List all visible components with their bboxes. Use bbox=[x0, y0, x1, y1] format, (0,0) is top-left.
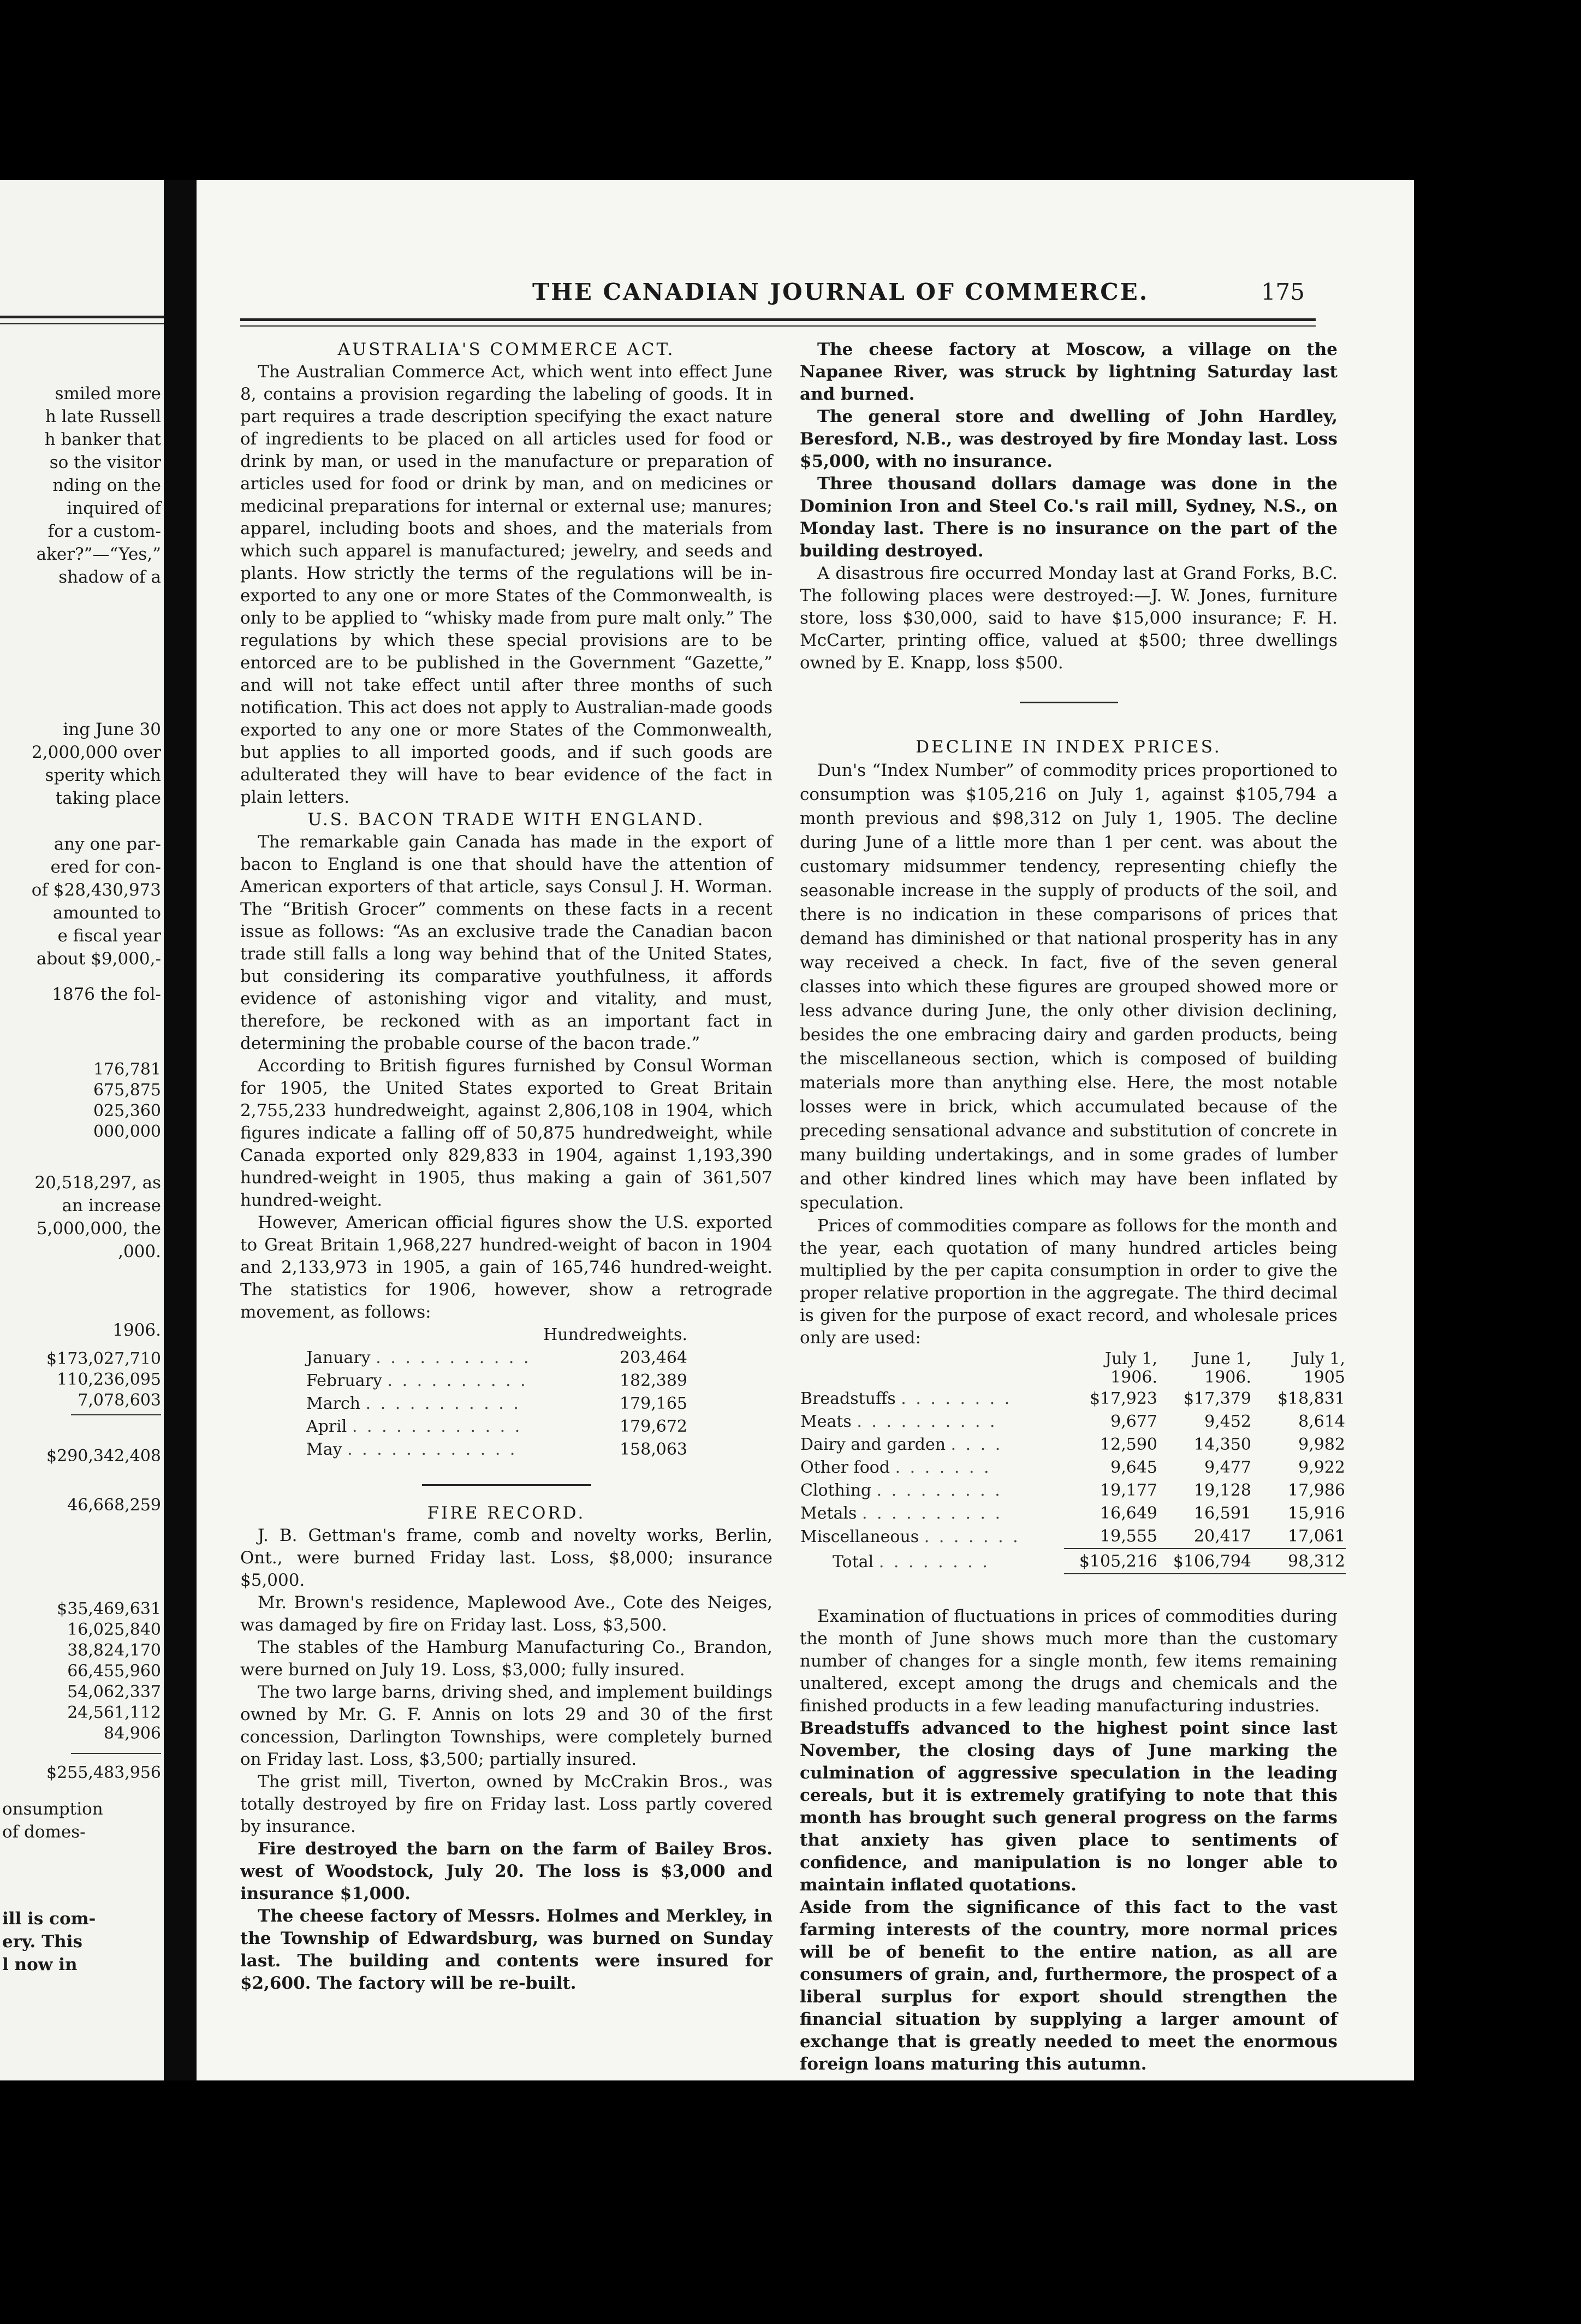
fire-paragraph: The two large barns, driving shed, and implement buildings owned by Mr. G. F. Annis on lots 29 and 30 of the first concession, Darlington Townships, were completely burned on Friday last. Loss, $3,500; partially insured. bbox=[240, 1682, 772, 1769]
journal-title: THE CANADIAN JOURNAL OF COMMERCE. bbox=[532, 278, 1149, 305]
fire-paragraph: Mr. Brown's residence, Maplewood Ave., Cote des Neiges, was damaged by fire on Friday last. Loss, $3,500. bbox=[240, 1593, 772, 1635]
fire-paragraph: Three thousand dollars damage was done in the Dominion Iron and Steel Co.'s rail mill, Sydney, N.S., on Monday last. There is no insurance on the part of the building destroyed. bbox=[800, 474, 1338, 561]
table-header: Hundredweights. bbox=[543, 1325, 687, 1344]
fire-paragraph: The grist mill, Tiverton, owned by McCrakin Bros., was totally destroyed by fire on Friday last. Loss partly covered by insurance. bbox=[240, 1772, 772, 1836]
column-right bbox=[800, 339, 1345, 2076]
decline-paragraph-2: Prices of commodities compare as follows for the month and the year, each quotation of many hundred articles being multiplied by the per capita consumption in order to give the proper relative proportion in the aggregate. The third decimal is given for the purpose of exact record, and wholesale prices only are used: bbox=[800, 1216, 1338, 1348]
fire-heading: FIRE RECORD. bbox=[427, 1503, 586, 1523]
sum-rule bbox=[71, 1753, 161, 1754]
table-row: May . . . . . . . . . . . . 158,063 bbox=[306, 1440, 687, 1459]
bacon-paragraph-3: However, American official figures show the U.S. exported to Great Britain 1,968,227 hundred-weight of bacon in 1904 and 2,133,973 in 1905, a gain of 165,746 hundred-weight. The statistics for 1906, however, show a retrograde movement, as follows: bbox=[240, 1213, 772, 1322]
text-fragment-3: any one par- ered for con- of $28,430,973 amounted to e fiscal year about $9,000,- bbox=[31, 834, 161, 969]
table-row: January . . . . . . . . . . . 203,464 bbox=[306, 1348, 687, 1367]
decline-paragraph-3b: Breadstuffs advanced to the highest point since last November, the closing days of June marking the culmination of aggressive speculation in the leading cereals, but it is extremely gratifying to note that this month has brought such general progress on the farms that anxiety has given place to sentiments of confidence, and manipulation is no longer able to maintain inflated quotations. bbox=[800, 1718, 1338, 1895]
table-row: Miscellaneous . . . . . . . 19,555 20,417 17,061 bbox=[800, 1527, 1345, 1546]
table-row: March . . . . . . . . . . . 179,165 bbox=[306, 1394, 687, 1413]
year-label: 1906. bbox=[112, 1320, 161, 1340]
header-rule bbox=[240, 325, 1316, 327]
decline-paragraph-1: Dun's “Index Number” of commodity prices proportioned to consumption was $105,216 on July 1, against $105,794 a month previous and $98,312 on July 1, 1905. The decline during June of a little more than 1 per cent. was about the customary midsummer tendency, representing chiefly the seasonable increase in the supply of products of the soil, and there is no indication in these comparisons of prices that demand has diminished or that national prosperity has in any way received a check. In fact, five of the seven general classes into which these figures are grouped showed more or less advance during June, the only other division declining, besides the one embracing dairy and garden products, being the miscellaneous section, which is composed of building materials more than anything else. Here, the most notable losses were in brick, which accumulated because of the preceding sensational advance and substitution of concrete in many building undertakings, and in some grades of lumber and other kindred lines which may have been inflated by speculation. bbox=[800, 761, 1338, 1213]
table-row: April . . . . . . . . . . . . 179,672 bbox=[306, 1417, 687, 1436]
table-row: Other food . . . . . . . 9,645 9,477 9,922 bbox=[800, 1458, 1345, 1477]
total-2: $255,483,956 bbox=[46, 1763, 161, 1782]
decline-paragraph-3c: Aside from the significance of this fact to the vast farming interests of the country, more normal prices will be of benefit to the entire nation, as all are consumers of grain, and, furthermore, the prospect of a liberal surplus for export should strengthen the financial situation by supplying a larger amount of exchange that is greatly needed to meet the enormous foreign loans maturing this autumn. bbox=[800, 1898, 1338, 2074]
number-list-4: $35,469,631 16,025,840 38,824,170 66,455,960 54,062,337 24,561,112 84,906 bbox=[57, 1599, 161, 1743]
fire-paragraph: The general store and dwelling of John Hardley, Beresford, N.B., was destroyed by fire Monday last. Loss $5,000, with no insurance. bbox=[800, 407, 1338, 471]
number-list-2: $173,027,710 110,236,095 7,078,603 bbox=[46, 1349, 161, 1410]
table-row: Meats . . . . . . . . . . 9,677 9,452 8,614 bbox=[800, 1412, 1345, 1431]
text-fragment-2: ing June 30 2,000,000 over sperity which taking place bbox=[32, 720, 161, 808]
text-fragment-7: ill is com- ery. This l now in bbox=[2, 1909, 96, 1975]
table-total-row: Total . . . . . . . . $105,216 $106,794 98,312 bbox=[833, 1552, 1345, 1572]
section-divider bbox=[422, 1484, 591, 1486]
table-row: Metals . . . . . . . . . . 16,649 16,591 15,916 bbox=[800, 1504, 1345, 1523]
australia-paragraph: The Australian Commerce Act, which went into effect June 8, contains a provision regarding the labeling of goods. It in part requires a trade description specifying the exact nature of ingredients to be placed on all articles used for food or drink by man, or used in the manufacture or preparation of articles used for food or drink by man, and on medicines or medicinal preparations for internal or external use; manures; apparel, including boots and shoes, and the materials from which such apparel is manufactured; jewelry, and seeds and plants. How strictly the terms of the regulations will be in-exported to any one or more States of the Commonwealth, is only to be applied to “whisky made from pure malt only.” The regulations by which these special provisions are to be entorced are to be published in the Government “Gazette,” and will not take effect until after three months of such notification. This act does not apply to Australian-made goods exported to any one or more States of the Commonwealth, but applies to all imported goods, and if such goods are adulterated they will have to bear evidence of the fact in plain letters. bbox=[240, 362, 772, 807]
number-3: 46,668,259 bbox=[67, 1496, 161, 1515]
text-fragment-4: 1876 the fol- bbox=[52, 985, 161, 1004]
fire-paragraph: Fire destroyed the barn on the farm of Bailey Bros. west of Woodstock, July 20. The loss is $3,000 and insurance $1,000. bbox=[240, 1839, 772, 1904]
header-rule bbox=[240, 318, 1316, 321]
page-gutter bbox=[164, 180, 197, 2080]
page-header bbox=[218, 268, 1305, 311]
number-list-1: 176,781 675,875 025,360 000,000 bbox=[93, 1060, 161, 1141]
decline-paragraph-3a: Examination of fluctuations in prices of commodities during the month of June shows much more than the customary number of changes for a single month, few items remaining unaltered, except among the drugs and chemicals and the finished products in a few leading manufacturing industries. bbox=[800, 1606, 1338, 1716]
page-number: 175 bbox=[1261, 278, 1305, 305]
text-fragment-5: 20,518,297, as an increase 5,000,000, the ,000. bbox=[34, 1173, 161, 1261]
bacon-paragraph-2: According to British figures furnished by Consul Worman for 1905, the United States exported to Great Britain 2,755,233 hundredweight, against 2,806,108 in 1904, which figures indicate a falling off of 50,875 hundredweight, while Canada exported only 829,833 in 1904, against 1,193,390 hundred-weight in 1905, thus making a gain of 361,507 hundred-weight. bbox=[240, 1056, 772, 1210]
hundredweights-table bbox=[306, 1324, 688, 1461]
fire-paragraph: A disastrous fire occurred Monday last at Grand Forks, B.C. The following places were destroyed:—J. W. Jones, furniture store, loss $30,000, said to have $15,000 insurance; F. H. McCarter, printing office, valued at $500; three dwellings owned by E. Knapp, loss $500. bbox=[800, 564, 1338, 673]
bacon-paragraph-1: The remarkable gain Canada has made in the export of bacon to England is one that should have the attention of American exporters of that article, says Consul J. H. Worman. The “British Grocer” comments on these facts in a recent issue as follows: “As an exclusive trade the Canadian bacon trade still falls a long way behind that of the United States, but considering its comparative youthfulness, it affords evidence of astonishing vigor and vitality, and must, therefore, be reckoned with as an important fact in determining the probable course of the bacon trade.” bbox=[240, 832, 772, 1053]
fire-paragraph: J. B. Gettman's frame, comb and novelty works, Berlin, Ont., were burned Friday last. Loss, $8,000; insurance $5,000. bbox=[240, 1526, 772, 1590]
fire-paragraph: The cheese factory at Moscow, a village on the Napanee River, was struck by lightning Saturday last and burned. bbox=[800, 340, 1338, 404]
australia-heading: AUSTRALIA'S COMMERCE ACT. bbox=[337, 340, 675, 359]
sum-rule bbox=[71, 1414, 161, 1415]
header-rule bbox=[0, 323, 164, 324]
section-divider bbox=[1020, 702, 1118, 703]
bacon-heading: U.S. BACON TRADE WITH ENGLAND. bbox=[307, 810, 705, 829]
text-fragment-6: onsumption of domes- bbox=[2, 1799, 103, 1842]
table-header-row: July 1, 1906. June 1, 1906. July 1, 1905 bbox=[1104, 1349, 1345, 1387]
fire-paragraph: The cheese factory of Messrs. Holmes and Merkley, in the Township of Edwardsburg, was burned on Sunday last. The building and contents were insured for $2,600. The factory will be re-built. bbox=[240, 1906, 772, 1993]
header-rule bbox=[0, 316, 164, 318]
column-left bbox=[240, 339, 772, 1995]
table-row: Dairy and garden . . . . 12,590 14,350 9,982 bbox=[800, 1435, 1345, 1454]
fire-paragraph: The stables of the Hamburg Manufacturing Co., Brandon, were burned on July 19. Loss, $3,000; fully insured. bbox=[240, 1638, 772, 1680]
previous-page-fragment bbox=[0, 180, 164, 2080]
table-row: Breadstuffs . . . . . . . . $17,923 $17,379 $18,831 bbox=[800, 1389, 1345, 1408]
decline-heading: DECLINE IN INDEX PRICES. bbox=[916, 737, 1222, 757]
table-row: Clothing . . . . . . . . . 19,177 19,128 17,986 bbox=[800, 1481, 1345, 1500]
prices-table bbox=[800, 1349, 1346, 1575]
total-1: $290,342,408 bbox=[46, 1446, 161, 1466]
table-row: February . . . . . . . . . . 182,389 bbox=[306, 1371, 687, 1390]
text-fragment-1: smiled more h late Russell h banker that so the visitor nding on the inquired of for a custom- aker?”—“Yes,” shadow of a bbox=[36, 384, 161, 587]
